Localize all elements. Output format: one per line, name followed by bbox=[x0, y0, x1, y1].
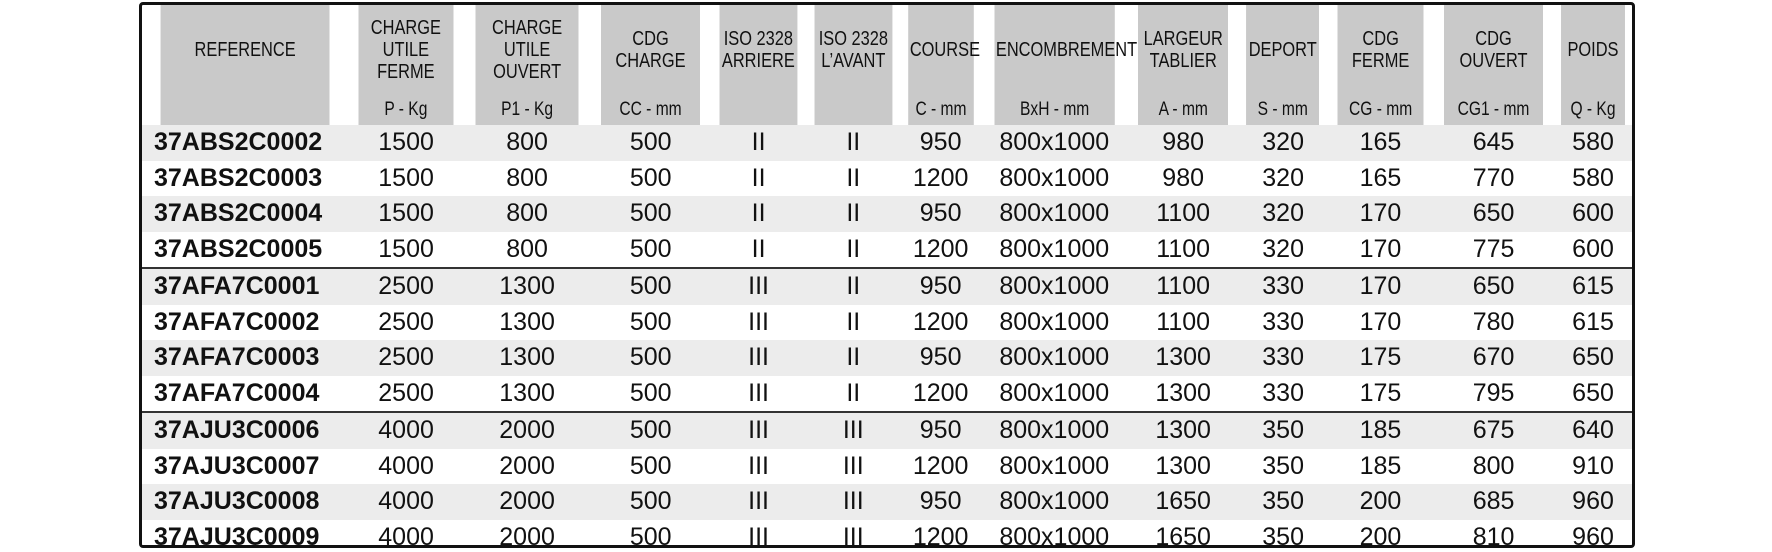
table-cell: II bbox=[806, 268, 901, 305]
column-header-line2: TABLIER bbox=[1149, 50, 1217, 72]
table-cell: 675 bbox=[1433, 412, 1554, 449]
column-header-line2: ARRIERE bbox=[722, 50, 796, 72]
reference-cell: 37AFA7C0003 bbox=[142, 340, 348, 376]
table-cell: 810 bbox=[1433, 520, 1554, 549]
table-row bbox=[142, 305, 1632, 341]
table-cell: 1500 bbox=[348, 196, 464, 232]
table-cell: 1200 bbox=[901, 520, 981, 549]
table-cell: II bbox=[711, 196, 806, 232]
table-cell: 800 bbox=[464, 232, 590, 269]
column-header-line1: CDG bbox=[1362, 28, 1399, 50]
table-cell: 500 bbox=[590, 125, 711, 161]
table-cell: 775 bbox=[1433, 232, 1554, 269]
table-row bbox=[142, 376, 1632, 413]
table-cell: 950 bbox=[901, 484, 981, 520]
table-cell: II bbox=[806, 196, 901, 232]
table-cell: 800x1000 bbox=[981, 484, 1128, 520]
column-header-line1: CHARGE UTILE bbox=[371, 17, 442, 61]
table-cell: 980 bbox=[1128, 125, 1238, 161]
table-row bbox=[142, 449, 1632, 485]
table-cell: 500 bbox=[590, 484, 711, 520]
table-cell: II bbox=[806, 376, 901, 413]
column-header bbox=[994, 5, 1137, 95]
table-cell: 800x1000 bbox=[981, 196, 1128, 232]
table-cell: II bbox=[806, 161, 901, 197]
table-cell: 175 bbox=[1328, 376, 1433, 413]
table-cell: 615 bbox=[1554, 268, 1632, 305]
table-cell: 350 bbox=[1238, 484, 1327, 520]
table-cell: 2500 bbox=[348, 340, 464, 376]
table-cell: 600 bbox=[1554, 196, 1632, 232]
table-cell: 1200 bbox=[901, 449, 981, 485]
column-header-line1: COURSE bbox=[909, 39, 980, 61]
column-header bbox=[720, 5, 798, 95]
column-header bbox=[161, 5, 330, 95]
table-cell: 1300 bbox=[464, 268, 590, 305]
column-header-line2: FERME bbox=[377, 61, 435, 83]
reference-cell: 37AJU3C0009 bbox=[142, 520, 348, 549]
column-header-line1: ISO 2328 bbox=[723, 28, 794, 50]
table-row bbox=[142, 125, 1632, 161]
table-cell: 1300 bbox=[464, 305, 590, 341]
table-cell: 2500 bbox=[348, 305, 464, 341]
column-header bbox=[601, 5, 700, 95]
table-cell: 1100 bbox=[1128, 232, 1238, 269]
column-unit: A - mm bbox=[1138, 95, 1229, 125]
table-cell: 500 bbox=[590, 196, 711, 232]
table-cell: 1500 bbox=[348, 161, 464, 197]
table-cell: 650 bbox=[1433, 196, 1554, 232]
table-cell: 795 bbox=[1433, 376, 1554, 413]
table-cell: 500 bbox=[590, 232, 711, 269]
table-cell: 2500 bbox=[348, 376, 464, 413]
table-cell: 1300 bbox=[1128, 412, 1238, 449]
table-cell: II bbox=[806, 340, 901, 376]
table-cell: 1300 bbox=[464, 376, 590, 413]
table-row bbox=[142, 520, 1632, 549]
table-cell: III bbox=[711, 305, 806, 341]
table-cell: 800 bbox=[464, 196, 590, 232]
table-cell: 500 bbox=[590, 449, 711, 485]
table-cell: 4000 bbox=[348, 520, 464, 549]
table-cell: 780 bbox=[1433, 305, 1554, 341]
table-row bbox=[142, 340, 1632, 376]
reference-cell: 37AJU3C0007 bbox=[142, 449, 348, 485]
table-cell: 645 bbox=[1433, 125, 1554, 161]
reference-cell: 37AJU3C0008 bbox=[142, 484, 348, 520]
table-cell: 2000 bbox=[464, 449, 590, 485]
table-cell: II bbox=[806, 232, 901, 269]
table-cell: 800x1000 bbox=[981, 161, 1128, 197]
table-cell: 1500 bbox=[348, 232, 464, 269]
table-row bbox=[142, 268, 1632, 305]
table-cell: 1200 bbox=[901, 161, 981, 197]
table-cell: 320 bbox=[1238, 125, 1327, 161]
reference-cell: 37ABS2C0005 bbox=[142, 232, 348, 269]
table-cell: 950 bbox=[901, 268, 981, 305]
column-unit: Q - Kg bbox=[1561, 95, 1625, 125]
table-cell: 170 bbox=[1328, 305, 1433, 341]
column-unit: S - mm bbox=[1246, 95, 1319, 125]
table-cell: 615 bbox=[1554, 305, 1632, 341]
table-cell: III bbox=[711, 412, 806, 449]
column-header-line1: REFERENCE bbox=[194, 39, 296, 61]
table-cell: 330 bbox=[1238, 305, 1327, 341]
table-cell: 320 bbox=[1238, 161, 1327, 197]
table-cell: 320 bbox=[1238, 196, 1327, 232]
table-cell: 1300 bbox=[1128, 340, 1238, 376]
table-header bbox=[142, 5, 1632, 125]
table-cell: III bbox=[711, 376, 806, 413]
column-header-line1: DEPORT bbox=[1249, 39, 1318, 61]
column-header bbox=[1337, 5, 1423, 95]
table-cell: 175 bbox=[1328, 340, 1433, 376]
table-cell: 4000 bbox=[348, 484, 464, 520]
table-cell: 1300 bbox=[464, 340, 590, 376]
column-header-line1: CDG bbox=[1475, 28, 1512, 50]
table-cell: 800 bbox=[464, 161, 590, 197]
table-cell: 600 bbox=[1554, 232, 1632, 269]
table-cell: 910 bbox=[1554, 449, 1632, 485]
table-row bbox=[142, 196, 1632, 232]
table-cell: 2000 bbox=[464, 520, 590, 549]
table-cell: 1100 bbox=[1128, 196, 1238, 232]
table-cell: 650 bbox=[1554, 340, 1632, 376]
table-cell: 950 bbox=[901, 412, 981, 449]
column-unit: CG1 - mm bbox=[1444, 95, 1543, 125]
column-header bbox=[359, 5, 454, 95]
table-cell: 350 bbox=[1238, 449, 1327, 485]
table-row bbox=[142, 484, 1632, 520]
column-header-line2: OUVERT bbox=[493, 61, 562, 83]
column-unit bbox=[161, 95, 330, 125]
table-cell: II bbox=[806, 125, 901, 161]
table-cell: 800x1000 bbox=[981, 376, 1128, 413]
column-header-line2: L’AVANT bbox=[821, 50, 886, 72]
reference-cell: 37AFA7C0004 bbox=[142, 376, 348, 413]
reference-cell: 37ABS2C0004 bbox=[142, 196, 348, 232]
table-body bbox=[142, 125, 1632, 548]
table-cell: 800x1000 bbox=[981, 305, 1128, 341]
column-header bbox=[1444, 5, 1543, 95]
column-header-line1: CHARGE UTILE bbox=[492, 17, 563, 61]
table-row bbox=[142, 161, 1632, 197]
table-cell: 1300 bbox=[1128, 449, 1238, 485]
table-cell: 500 bbox=[590, 340, 711, 376]
table-cell: 670 bbox=[1433, 340, 1554, 376]
table-cell: 170 bbox=[1328, 196, 1433, 232]
table-cell: 800x1000 bbox=[981, 412, 1128, 449]
column-header bbox=[475, 5, 579, 95]
column-header-line1: CDG bbox=[632, 28, 669, 50]
table-row bbox=[142, 412, 1632, 449]
table-cell: 185 bbox=[1328, 412, 1433, 449]
column-header bbox=[908, 5, 980, 95]
table-row bbox=[142, 232, 1632, 269]
column-unit bbox=[720, 95, 798, 125]
column-header-line1: LARGEUR bbox=[1143, 28, 1223, 50]
table-cell: 200 bbox=[1328, 520, 1433, 549]
table-cell: 800x1000 bbox=[981, 268, 1128, 305]
column-unit: CC - mm bbox=[601, 95, 700, 125]
table-cell: 350 bbox=[1238, 520, 1327, 549]
table-cell: II bbox=[711, 232, 806, 269]
column-header-line1: ENCOMBREMENT bbox=[995, 39, 1137, 61]
reference-cell: 37ABS2C0003 bbox=[142, 161, 348, 197]
column-unit: BxH - mm bbox=[994, 95, 1115, 125]
spec-table bbox=[142, 5, 1632, 548]
table-cell: 1650 bbox=[1128, 484, 1238, 520]
table-cell: 960 bbox=[1554, 520, 1632, 549]
table-cell: 170 bbox=[1328, 232, 1433, 269]
table-cell: 4000 bbox=[348, 449, 464, 485]
table-cell: 650 bbox=[1433, 268, 1554, 305]
table-cell: 950 bbox=[901, 340, 981, 376]
column-header-line2: CHARGE bbox=[615, 50, 686, 72]
spec-table-frame bbox=[139, 2, 1635, 548]
table-cell: 185 bbox=[1328, 449, 1433, 485]
table-cell: 170 bbox=[1328, 268, 1433, 305]
reference-cell: 37AJU3C0006 bbox=[142, 412, 348, 449]
table-cell: 770 bbox=[1433, 161, 1554, 197]
table-cell: 800x1000 bbox=[981, 232, 1128, 269]
column-header-line2: OUVERT bbox=[1459, 50, 1528, 72]
column-header bbox=[1246, 5, 1319, 95]
table-cell: 1500 bbox=[348, 125, 464, 161]
table-cell: 200 bbox=[1328, 484, 1433, 520]
table-cell: 500 bbox=[590, 412, 711, 449]
table-cell: 800 bbox=[464, 125, 590, 161]
table-cell: III bbox=[806, 520, 901, 549]
column-header bbox=[814, 5, 892, 95]
table-cell: 500 bbox=[590, 305, 711, 341]
table-cell: 330 bbox=[1238, 376, 1327, 413]
table-cell: 500 bbox=[590, 520, 711, 549]
table-cell: 1200 bbox=[901, 305, 981, 341]
table-cell: 2000 bbox=[464, 484, 590, 520]
table-cell: III bbox=[711, 484, 806, 520]
reference-cell: 37AFA7C0002 bbox=[142, 305, 348, 341]
column-unit bbox=[814, 95, 892, 125]
table-cell: 320 bbox=[1238, 232, 1327, 269]
table-cell: III bbox=[806, 484, 901, 520]
table-cell: III bbox=[711, 449, 806, 485]
table-cell: 950 bbox=[901, 125, 981, 161]
column-unit: CG - mm bbox=[1337, 95, 1423, 125]
column-header-line1: POIDS bbox=[1567, 39, 1619, 61]
table-cell: 500 bbox=[590, 161, 711, 197]
table-cell: III bbox=[806, 412, 901, 449]
column-header bbox=[1561, 5, 1625, 95]
table-cell: 800x1000 bbox=[981, 125, 1128, 161]
table-cell: 1200 bbox=[901, 232, 981, 269]
table-cell: 165 bbox=[1328, 125, 1433, 161]
table-cell: II bbox=[711, 161, 806, 197]
column-header bbox=[1138, 5, 1229, 95]
table-cell: 2500 bbox=[348, 268, 464, 305]
table-cell: 165 bbox=[1328, 161, 1433, 197]
column-header-line2: FERME bbox=[1351, 50, 1410, 72]
table-cell: 960 bbox=[1554, 484, 1632, 520]
table-cell: III bbox=[711, 268, 806, 305]
table-cell: 980 bbox=[1128, 161, 1238, 197]
table-cell: II bbox=[711, 125, 806, 161]
table-cell: 500 bbox=[590, 376, 711, 413]
table-cell: 800x1000 bbox=[981, 449, 1128, 485]
table-cell: 500 bbox=[590, 268, 711, 305]
column-unit: P - Kg bbox=[359, 95, 454, 125]
table-cell: 640 bbox=[1554, 412, 1632, 449]
table-cell: 4000 bbox=[348, 412, 464, 449]
table-cell: 330 bbox=[1238, 268, 1327, 305]
table-cell: II bbox=[806, 305, 901, 341]
table-cell: 650 bbox=[1554, 376, 1632, 413]
table-cell: 330 bbox=[1238, 340, 1327, 376]
column-unit: C - mm bbox=[908, 95, 974, 125]
table-cell: 1300 bbox=[1128, 376, 1238, 413]
table-cell: III bbox=[806, 449, 901, 485]
table-cell: 800x1000 bbox=[981, 520, 1128, 549]
reference-cell: 37ABS2C0002 bbox=[142, 125, 348, 161]
table-cell: 580 bbox=[1554, 161, 1632, 197]
table-cell: 1200 bbox=[901, 376, 981, 413]
table-cell: 800 bbox=[1433, 449, 1554, 485]
reference-cell: 37AFA7C0001 bbox=[142, 268, 348, 305]
table-cell: 350 bbox=[1238, 412, 1327, 449]
table-cell: 1650 bbox=[1128, 520, 1238, 549]
table-cell: 1100 bbox=[1128, 305, 1238, 341]
table-cell: III bbox=[711, 520, 806, 549]
table-cell: 685 bbox=[1433, 484, 1554, 520]
column-unit: P1 - Kg bbox=[475, 95, 579, 125]
table-cell: 1100 bbox=[1128, 268, 1238, 305]
table-cell: 2000 bbox=[464, 412, 590, 449]
table-cell: 950 bbox=[901, 196, 981, 232]
table-cell: 580 bbox=[1554, 125, 1632, 161]
column-header-line1: ISO 2328 bbox=[818, 28, 888, 50]
table-cell: 800x1000 bbox=[981, 340, 1128, 376]
table-cell: III bbox=[711, 340, 806, 376]
